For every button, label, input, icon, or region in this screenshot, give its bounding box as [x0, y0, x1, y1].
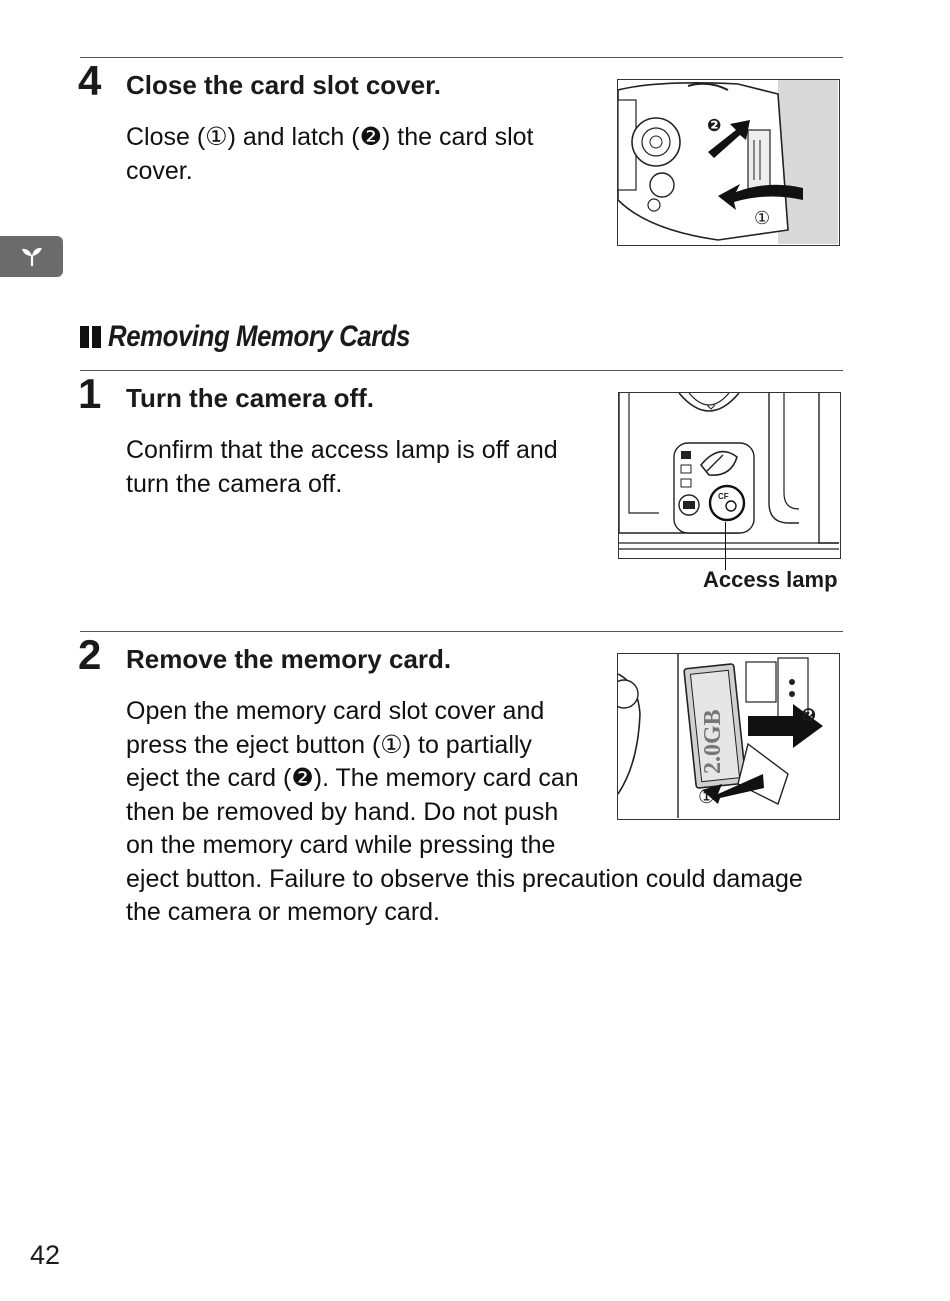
- step2-title: Remove the memory card.: [126, 644, 452, 674]
- step2-line: on the memory card while pressing the: [126, 831, 556, 859]
- step4-line: Close (①) and latch (❷) the card slot: [126, 123, 534, 151]
- step2-line: then be removed by hand. Do not push: [126, 797, 559, 826]
- callout-leader-line: [725, 522, 726, 570]
- page-number: 42: [30, 1240, 61, 1270]
- step1-title: Turn the camera off.: [126, 383, 375, 413]
- divider-step1: [80, 370, 843, 371]
- step1-line: Confirm that the access lamp is off and: [126, 436, 558, 464]
- step1-body: [126, 434, 558, 501]
- figure-marker-2: ❷: [707, 116, 722, 135]
- step4-number: 4: [78, 57, 102, 104]
- step2-line: Open the memory card slot cover and: [126, 697, 545, 725]
- section-heading: [80, 320, 459, 354]
- step1-number: 1: [78, 370, 102, 417]
- section-title: Removing Memory Cards: [108, 320, 411, 353]
- divider-step4: [80, 57, 843, 58]
- step2-line: press the eject button (①) to partially: [126, 730, 532, 759]
- figure-power-off: [618, 392, 841, 559]
- cf-label: CF: [718, 492, 729, 501]
- step4-title: Close the card slot cover.: [126, 70, 442, 100]
- figure-close-cover: [617, 79, 840, 246]
- card-label: 2.0GB: [700, 709, 726, 774]
- step4-body: [126, 121, 533, 188]
- section-marker-icon: [80, 326, 102, 348]
- figure-marker-1: ①: [698, 787, 716, 808]
- step2-line: the camera or memory card.: [126, 898, 440, 926]
- step4-line: cover.: [126, 156, 193, 185]
- access-lamp-callout: Access lamp: [703, 567, 838, 592]
- figure-marker-2: ❷: [801, 705, 817, 725]
- step2-line: eject button. Failure to observe this precaution could damage: [126, 864, 803, 893]
- sprout-icon: [20, 244, 44, 268]
- figure-marker-1: ①: [754, 208, 771, 228]
- divider-step2: [80, 631, 843, 632]
- step1-line: turn the camera off.: [126, 469, 343, 498]
- step2-number: 2: [78, 631, 102, 678]
- step2-line: eject the card (❷). The memory card can: [126, 764, 579, 792]
- chapter-tab: [0, 236, 63, 277]
- figure-eject-card: [617, 653, 840, 820]
